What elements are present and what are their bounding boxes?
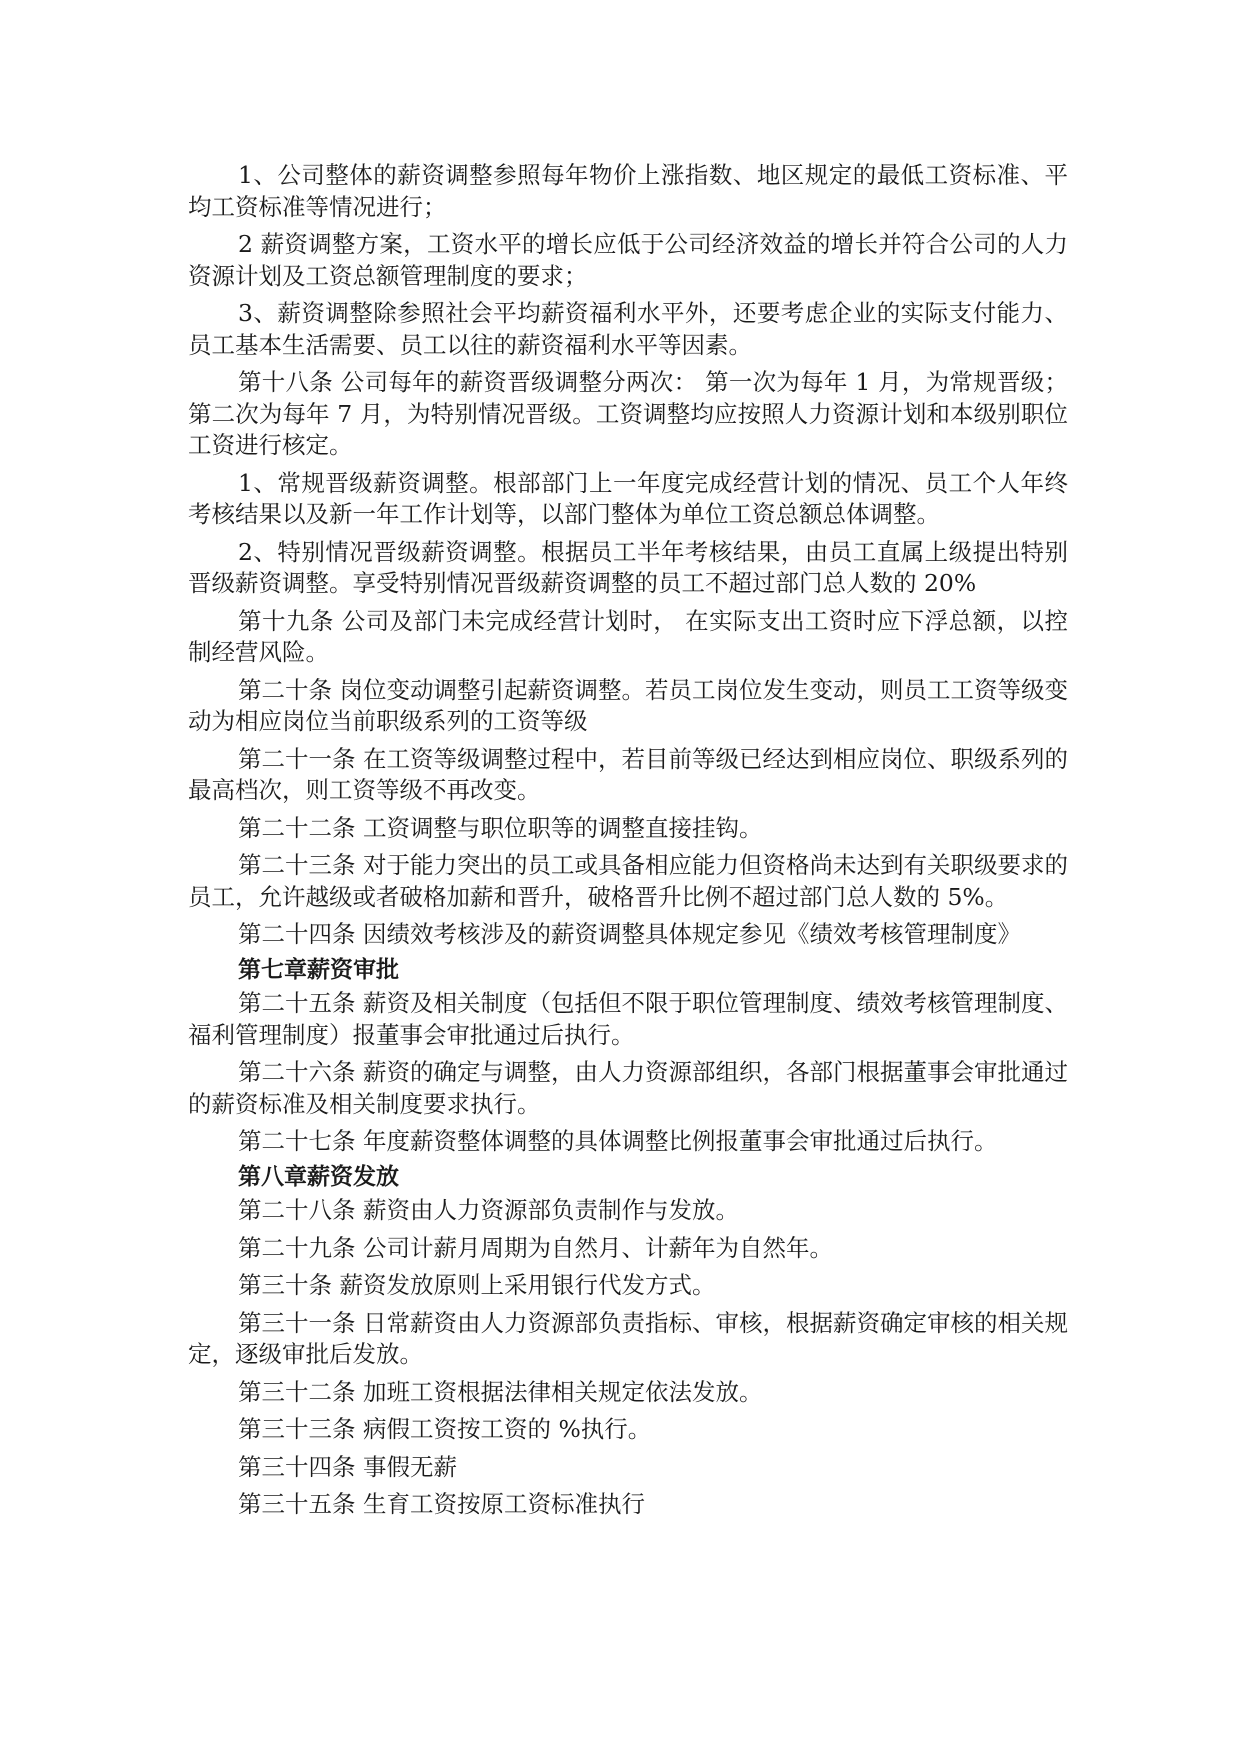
paragraph: 2、特别情况晋级薪资调整。根据员工半年考核结果，由员工直属上级提出特别晋级薪资调整。享受特别情况晋级薪资调整的员工不超过部门总人数的 20% xyxy=(188,537,1068,597)
paragraph: 第二十九条 公司计薪月周期为自然月、计薪年为自然年。 xyxy=(238,1233,833,1262)
paragraph: 第二十一条 在工资等级调整过程中，若目前等级已经达到相应岗位、职级系列的最高档次，则工资等级不再改变。 xyxy=(188,744,1068,804)
paragraph: 第三十二条 加班工资根据法律相关规定依法发放。 xyxy=(238,1377,763,1406)
chapter-heading: 第七章薪资审批 xyxy=(238,956,399,983)
document-page xyxy=(188,160,1068,1527)
paragraph: 第二十六条 薪资的确定与调整，由人力资源部组织，各部门根据董事会审批通过的薪资标准及相关制度要求执行。 xyxy=(188,1058,1068,1118)
paragraph: 第二十五条 薪资及相关制度（包括但不限于职位管理制度、绩效考核管理制度、福利管理制度）报董事会审批通过后执行。 xyxy=(188,989,1068,1049)
paragraph: 第二十二条 工资调整与职位职等的调整直接挂钩。 xyxy=(238,813,763,842)
paragraph: 第十九条 公司及部门未完成经营计划时， 在实际支出工资时应下浮总额，以控制经营风险。 xyxy=(188,606,1068,666)
paragraph: 2 薪资调整方案，工资水平的增长应低于公司经济效益的增长并符合公司的人力资源计划及工资总额管理制度的要求； xyxy=(188,230,1068,290)
paragraph: 第三十三条 病假工资按工资的 %执行。 xyxy=(238,1415,652,1443)
chapter-heading: 第八章薪资发放 xyxy=(238,1163,399,1190)
paragraph: 第三十一条 日常薪资由人力资源部负责指标、审核，根据薪资确定审核的相关规定，逐级审批后发放。 xyxy=(188,1308,1068,1368)
paragraph: 第十八条 公司每年的薪资晋级调整分两次： 第一次为每年 1 月，为常规晋级；第二次为每年 7 月，为特别情况晋级。工资调整均应按照人力资源计划和本级别职位工资进行核定。 xyxy=(188,368,1068,459)
paragraph: 第二十条 岗位变动调整引起薪资调整。若员工岗位发生变动，则员工工资等级变动为相应岗位当前职级系列的工资等级 xyxy=(188,675,1068,735)
paragraph: 1、常规晋级薪资调整。根部部门上一年度完成经营计划的情况、员工个人年终考核结果以及新一年工作计划等，以部门整体为单位工资总额总体调整。 xyxy=(188,468,1068,528)
paragraph: 3、薪资调整除参照社会平均薪资福利水平外，还要考虑企业的实际支付能力、员工基本生活需要、员工以往的薪资福利水平等因素。 xyxy=(188,299,1068,359)
paragraph: 第三十四条 事假无薪 xyxy=(238,1452,457,1481)
paragraph: 第二十四条 因绩效考核涉及的薪资调整具体规定参见《绩效考核管理制度》 xyxy=(238,920,1021,948)
paragraph: 第二十七条 年度薪资整体调整的具体调整比例报董事会审批通过后执行。 xyxy=(238,1127,998,1155)
paragraph: 第二十八条 薪资由人力资源部负责制作与发放。 xyxy=(238,1196,739,1224)
paragraph: 第二十三条 对于能力突出的员工或具备相应能力但资格尚未达到有关职级要求的员工，允许越级或者破格加薪和晋升，破格晋升比例不超过部门总人数的 5%。 xyxy=(188,851,1068,911)
paragraph: 1、公司整体的薪资调整参照每年物价上涨指数、地区规定的最低工资标准、平均工资标准等情况进行； xyxy=(188,161,1068,221)
paragraph: 第三十五条 生育工资按原工资标准执行 xyxy=(238,1490,645,1518)
paragraph: 第三十条 薪资发放原则上采用银行代发方式。 xyxy=(238,1271,716,1299)
